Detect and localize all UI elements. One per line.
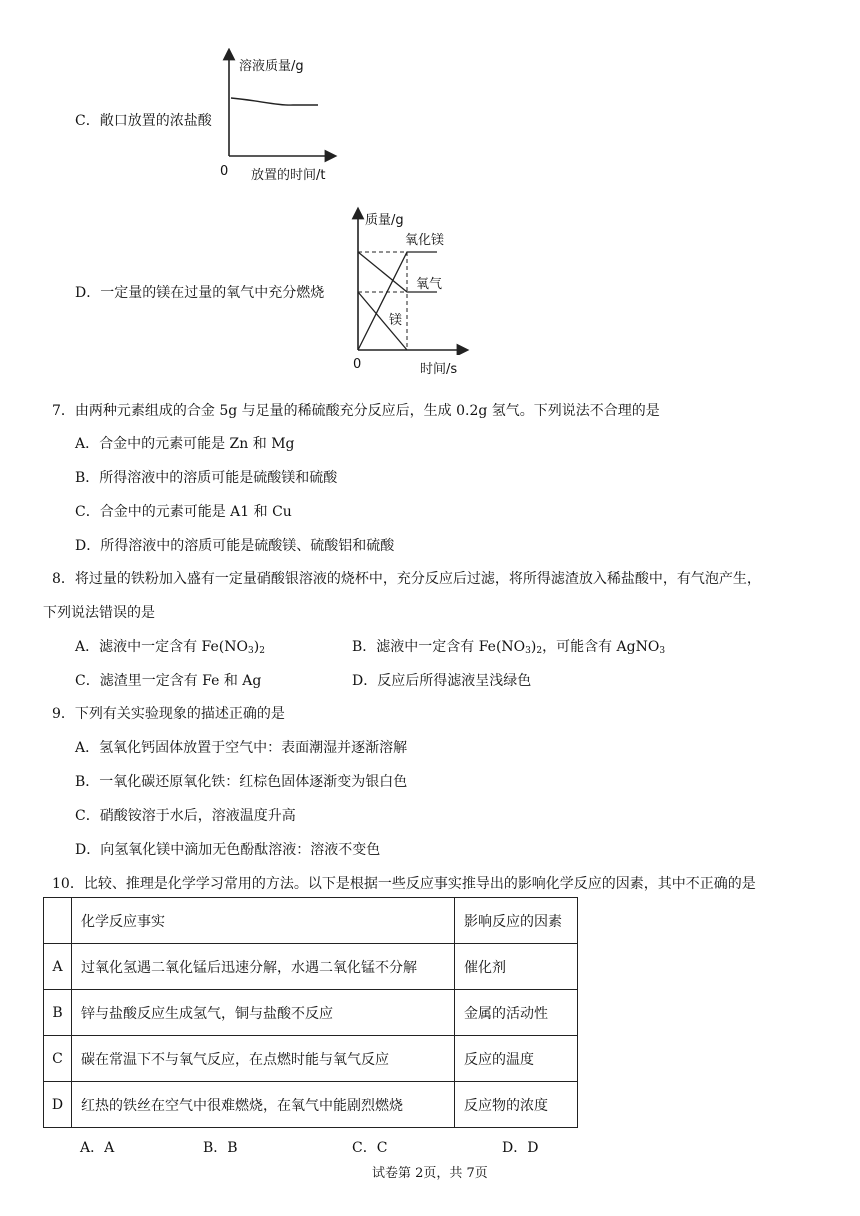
table-header-row xyxy=(44,898,578,944)
graph-c-ylabel: 溶液质量/g xyxy=(239,59,304,74)
q8-stem-line1: 8．将过量的铁粉加入盛有一定量硝酸银溶液的烧杯中，充分反应后过滤，将所得滤渣放入稀盐酸中，有气泡产生， xyxy=(52,571,761,587)
q10-option-a: A．A xyxy=(80,1140,115,1156)
q8-option-a: A．滤液中一定含有 $Fe(NO_3)_2$ xyxy=(75,639,265,656)
row-factor: 催化剂 xyxy=(455,944,578,990)
row-factor: 反应物的浓度 xyxy=(455,1082,578,1128)
row-key: A xyxy=(44,944,72,990)
graph-c-xlabel: 放置的时间/t xyxy=(251,168,326,183)
q10-option-c: C．C xyxy=(352,1140,388,1156)
row-factor: 反应的温度 xyxy=(455,1036,578,1082)
graph-c-origin: 0 xyxy=(220,164,229,179)
graph-d-ylabel: 质量/g xyxy=(365,213,404,228)
curve xyxy=(231,98,318,105)
q8-option-b: B．滤液中一定含有 $Fe(NO_3)_2$，可能含有 AgNO$_3$ xyxy=(352,639,666,656)
q8-option-d: D．反应后所得滤液呈浅绿色 xyxy=(352,673,532,689)
q9-option-a: A．氢氧化钙固体放置于空气中：表面潮湿并逐渐溶解 xyxy=(75,740,408,756)
q9-option-c: C．硝酸铵溶于水后，溶液温度升高 xyxy=(75,808,296,824)
q8-stem-line2: 下列说法错误的是 xyxy=(43,605,155,621)
q7-option-b: B．所得溶液中的溶质可能是硫酸镁和硫酸 xyxy=(75,470,338,486)
row-factor: 金属的活动性 xyxy=(455,990,578,1036)
q6-option-c: C．敞口放置的浓盐酸 xyxy=(75,113,212,129)
q9-option-d: D．向氢氧化镁中滴加无色酚酞溶液：溶液不变色 xyxy=(75,842,381,858)
graph-d-xlabel: 时间/s xyxy=(420,362,458,377)
q6-option-d: D．一定量的镁在过量的氧气中充分燃烧 xyxy=(75,285,325,301)
header-cell-fact: 化学反应事实 xyxy=(72,898,455,944)
table-row xyxy=(44,1036,578,1082)
row-fact: 碳在常温下不与氧气反应，在点燃时能与氧气反应 xyxy=(72,1036,455,1082)
row-key: B xyxy=(44,990,72,1036)
line-mgo xyxy=(358,252,437,350)
header-cell-factor: 影响反应的因素 xyxy=(455,898,578,944)
q8-option-c: C．滤渣里一定含有 Fe 和 Ag xyxy=(75,673,262,689)
header-cell-key xyxy=(44,898,72,944)
row-key: D xyxy=(44,1082,72,1128)
q7-option-a: A．合金中的元素可能是 Zn 和 Mg xyxy=(75,436,295,452)
q10-table xyxy=(43,897,578,1128)
row-key: C xyxy=(44,1036,72,1082)
page-footer: 试卷第 2页，共 7页 xyxy=(372,1166,488,1181)
q9-option-b: B．一氧化碳还原氧化铁：红棕色固体逐渐变为银白色 xyxy=(75,774,408,790)
q7-stem: 7．由两种元素组成的合金 5g 与足量的稀硫酸充分反应后，生成 0.2g 氢气。下列说法不合理的是 xyxy=(52,403,660,419)
table-row xyxy=(44,944,578,990)
q10-option-d: D．D xyxy=(502,1140,539,1156)
q7-option-d: D．所得溶液中的溶质可能是硫酸镁、硫酸铝和硫酸 xyxy=(75,538,395,554)
table-row xyxy=(44,1082,578,1128)
row-fact: 锌与盐酸反应生成氢气，铜与盐酸不反应 xyxy=(72,990,455,1036)
q10-option-b: B．B xyxy=(203,1140,238,1156)
q9-stem: 9．下列有关实验现象的描述正确的是 xyxy=(52,706,285,722)
graph-d-line3: 镁 xyxy=(389,313,403,328)
graph-d-origin: 0 xyxy=(353,357,362,372)
q10-stem: 10．比较、推理是化学学习常用的方法。以下是根据一些反应事实推导出的影响化学反应的因素，其中不正确的是 xyxy=(52,876,756,892)
table-row xyxy=(44,990,578,1036)
graph-d-line1: 氧化镁 xyxy=(405,233,445,248)
row-fact: 红热的铁丝在空气中很难燃烧，在氧气中能剧烈燃烧 xyxy=(72,1082,455,1128)
row-fact: 过氧化氢遇二氧化锰后迅速分解，水遇二氧化锰不分解 xyxy=(72,944,455,990)
q7-option-c: C．合金中的元素可能是 A1 和 Cu xyxy=(75,504,292,520)
graph-d-line2: 氧气 xyxy=(416,277,443,292)
